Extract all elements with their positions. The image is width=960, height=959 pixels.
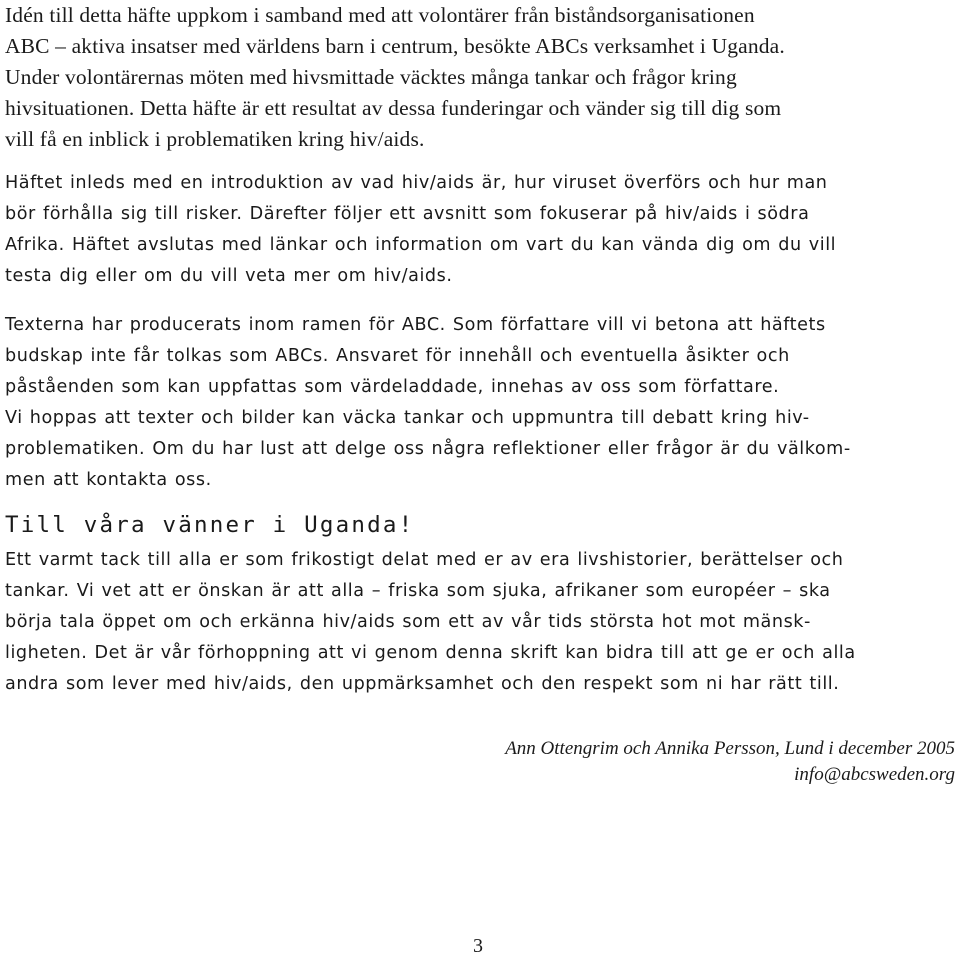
- disclaimer-line: Texterna har producerats inom ramen för ABC. Som författare vill vi betona att häftets: [5, 315, 826, 335]
- disclaimer-line: men att kontakta oss.: [5, 470, 212, 490]
- greeting-paragraph: [5, 545, 856, 700]
- overview-line: testa dig eller om du vill veta mer om hiv/aids.: [5, 266, 453, 286]
- intro-line: vill få en inblick i problematiken kring hiv/aids.: [5, 127, 425, 151]
- overview-paragraph: [5, 168, 836, 292]
- disclaimer-line: Vi hoppas att texter och bilder kan väcka tankar och uppmuntra till debatt kring hiv-: [5, 408, 810, 428]
- disclaimer-line: påståenden som kan uppfattas som värdeladdade, innehas av oss som författare.: [5, 377, 780, 397]
- disclaimer-line: problematiken. Om du har lust att delge oss några reflektioner eller frågor är du välkom-: [5, 439, 851, 459]
- overview-line: Afrika. Häftet avslutas med länkar och information om vart du kan vända dig om du vill: [5, 235, 837, 255]
- greeting-line: tankar. Vi vet att er önskan är att alla – friska som sjuka, afrikaner som européer – ska: [5, 581, 831, 601]
- disclaimer-line: budskap inte får tolkas som ABCs. Ansvaret för innehåll och eventuella åsikter och: [5, 346, 790, 366]
- signature-authors: Ann Ottengrim och Annika Persson, Lund i december 2005: [505, 738, 955, 759]
- overview-line: bör förhålla sig till risker. Därefter följer ett avsnitt som fokuserar på hiv/aids i södra: [5, 204, 810, 224]
- signature-email: info@abcsweden.org: [794, 764, 955, 785]
- overview-line: Häftet inleds med en introduktion av vad hiv/aids är, hur viruset överförs och hur man: [5, 173, 828, 193]
- intro-line: Under volontärernas möten med hivsmittade väcktes många tankar och frågor kring: [5, 65, 737, 89]
- page-number: 3: [473, 935, 483, 957]
- signature-block: [505, 736, 955, 788]
- greeting-line: ligheten. Det är vår förhoppning att vi genom denna skrift kan bidra till att ge er och alla: [5, 643, 856, 663]
- disclaimer-paragraph: [5, 310, 851, 496]
- greeting-line: andra som lever med hiv/aids, den uppmärksamhet och den respekt som ni har rätt till.: [5, 674, 840, 694]
- intro-line: Idén till detta häfte uppkom i samband med att volontärer från biståndsorganisationen: [5, 3, 755, 27]
- document-page: [5, 0, 955, 959]
- intro-line: hivsituationen. Detta häfte är ett resultat av dessa funderingar och vänder sig till dig som: [5, 96, 782, 120]
- greeting-heading: Till våra vänner i Uganda!: [5, 512, 415, 538]
- greeting-line: börja tala öppet om och erkänna hiv/aids som ett av vår tids största hot mot mänsk-: [5, 612, 811, 632]
- intro-line: ABC – aktiva insatser med världens barn i centrum, besökte ABCs verksamhet i Uganda.: [5, 34, 785, 58]
- greeting-line: Ett varmt tack till alla er som frikostigt delat med er av era livshistorier, berättelser och: [5, 550, 844, 570]
- intro-paragraph: [5, 0, 785, 155]
